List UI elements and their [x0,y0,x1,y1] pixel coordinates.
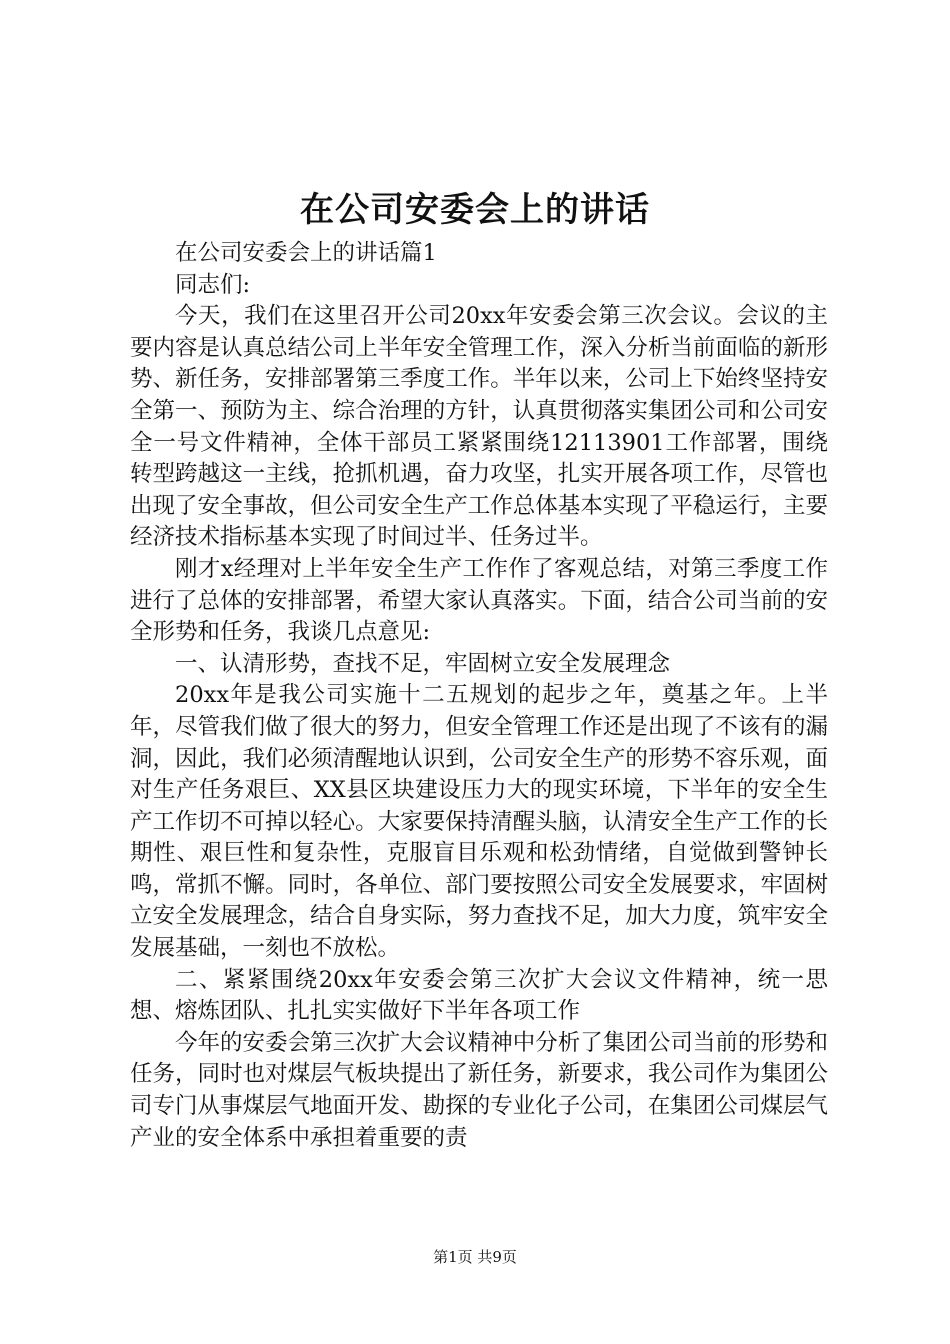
paragraph: 20xx年是我公司实施十二五规划的起步之年，奠基之年。上半年，尽管我们做了很大的努力，但安全管理工作还是出现了不该有的漏洞，因此，我们必须清醒地认识到，公司安全生产的形势不容乐观，面对生产任务艰巨、XX县区块建设压力大的现实环境，下半年的安全生产工作切不可掉以轻心。大家要保持清醒头脑，认清安全生产工作的长期性、艰巨性和复杂性，克服盲目乐观和松劲情绪，自觉做到警钟长鸣，常抓不懈。同时，各单位、部门要按照公司安全发展要求，牢固树立安全发展理念，结合自身实际，努力查找不足，加大力度，筑牢安全发展基础，一刻也不放松。 [130,682,828,962]
subheading: 二、紧紧围绕20xx年安委会第三次扩大会议文件精神，统一思想、熔炼团队、扎扎实实做好下半年各项工作 [130,966,828,1025]
paragraph: 刚才x经理对上半年安全生产工作作了客观总结，对第三季度工作进行了总体的安排部署，希望大家认真落实。下面，结合公司当前的安全形势和任务，我谈几点意见: [130,555,828,646]
subheading: 一、认清形势，查找不足，牢固树立安全发展理念 [175,650,671,677]
section-heading: 在公司安委会上的讲话篇1 [175,240,437,266]
salutation: 同志们: [175,271,251,298]
paragraph: 今天，我们在这里召开公司20xx年安委会第三次会议。会议的主要内容是认真总结公司上半年安全管理工作，深入分析当前面临的新形势、新任务，安排部署第三季度工作。半年以来，公司上下始终坚持安全第一、预防为主、综合治理的方针，认真贯彻落实集团公司和公司安全一号文件精神，全体干部员工紧紧围绕12113901工作部署，围绕转型跨越这一主线，抢抓机遇，奋力攻坚，扎实开展各项工作，尽管也出现了安全事故，但公司安全生产工作总体基本实现了平稳运行，主要经济技术指标基本实现了时间过半、任务过半。 [130,303,828,551]
page-number: 第1页 共9页 [433,1248,517,1266]
document-body [130,238,828,1154]
paragraph: 今年的安委会第三次扩大会议精神中分析了集团公司当前的形势和任务，同时也对煤层气板块提出了新任务，新要求，我公司作为集团公司专门从事煤层气地面开发、勘探的专业化子公司，在集团公司煤层气产业的安全体系中承担着重要的责 [130,1029,828,1151]
document-title: 在公司安委会上的讲话 [300,190,650,230]
